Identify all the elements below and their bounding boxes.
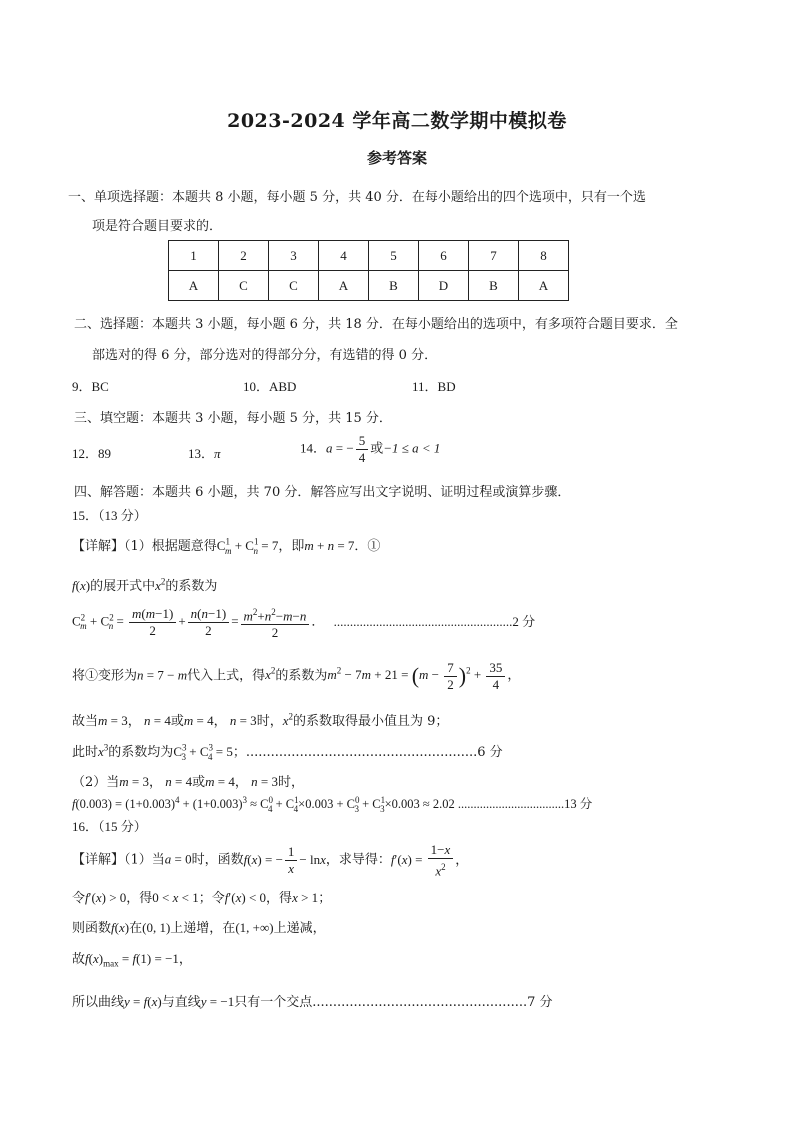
answer-13 (188, 443, 221, 462)
answer-table (168, 240, 569, 301)
table-cell: D (419, 271, 469, 301)
section-2-heading: 二、选择题：本题共 3 小题，每小题 6 分，共 18 分．在每小题给出的选项中，有多项符合题目要求．全 (74, 317, 678, 332)
q15-l4-mid2: 的系数为 (275, 668, 328, 684)
q15-l7-text: （2）当 (72, 775, 120, 790)
answer-14: 14．a = − $\frac{5}{4}$ 或−1 ≤ a < 1 (300, 433, 441, 465)
q16-l5-a: 与直线 (161, 995, 201, 1010)
q16-l1-mid: 时，函数 (191, 852, 244, 868)
answer-11: 11．BD (412, 379, 456, 394)
table-cell: 4 (319, 241, 369, 271)
q15-line-3: $C^2_m + C^2_n$ = $\frac{m(m-1)}{2}$ + $\frac{n(n-1)}{2}$ = $\frac{m^2+n^2-m-n}{2}$ ． .......................................................2 分 (72, 604, 535, 641)
table-cell: 3 (269, 241, 319, 271)
table-cell: 6 (419, 241, 469, 271)
detail-label: 【详解】 (72, 852, 125, 868)
answer-14-range: −1 ≤ a < 1 (383, 440, 441, 456)
q15-l5-text: 故当 (72, 714, 99, 729)
table-cell: C (219, 271, 269, 301)
q15-line-8: $f(0.003) = (1+0.003)^4 + (1+0.003)^3 \approx C^0_4 + C^1_4\times 0.003 + C^0_3 + C^1_3\times 0.003 \approx 2.02$ ..................................13 分 (72, 794, 593, 814)
q15-l1-text: （1）根据题意得 (124, 539, 217, 554)
answer-14-or: 或 (370, 440, 384, 456)
answer-13-value: π (214, 446, 221, 461)
table-cell: B (469, 271, 519, 301)
answer-14-label: 14． (300, 440, 327, 456)
q15-line-6: 此时$x^3$的系数均为$C^3_3 + C^3_4 = 5$；........................................................6 分 (72, 742, 503, 762)
q15-l2-text: 的展开式中 (90, 579, 156, 594)
q15-l5-end: 的系数取得最小值且为 9； (292, 714, 449, 729)
q16-l4-text: 故 (72, 952, 86, 967)
section-1-heading: 一、单项选择题：本题共 8 小题，每小题 5 分，共 40 分．在每小题给出的四个选项中，只有一个选 (68, 190, 646, 205)
q16-l1-text: （1）当 (124, 852, 165, 868)
table-cell: B (369, 271, 419, 301)
q16-l2-c: ，得 (266, 891, 293, 906)
section-3-heading: 三、填空题：本题共 3 小题，每小题 5 分，共 15 分． (74, 411, 392, 426)
q16-line-1: 【详解】（1）当a = 0时，函数f(x) = − $\frac{1}{x}$ − lnx，求导得：f′(x) = $\frac{1-x}{x^2}$ ， (72, 842, 469, 879)
q15-line-1: 【详解】（1）根据题意得$C^1_m + C^1_n = 7$，即m + n = 7．① (72, 536, 381, 556)
answer-9: 9．BC (72, 379, 109, 394)
table-cell: 2 (219, 241, 269, 271)
table-cell: 5 (369, 241, 419, 271)
q15-line-5: 故当m = 3， n = 4或m = 4， n = 3时，$x^2$的系数取得最小值且为 9； (72, 711, 449, 729)
q15-l5-when: 时， (256, 714, 283, 729)
q15-line-4: 将①变形为n = 7 − m代入上式，得$x^2$的系数为$m^2 - 7m + 21 = (m$ − $\frac{7}{2}$ )$^2$ + $\frac{35}{4}$ ， (72, 660, 521, 692)
q16-line-4: 故$f(x)_{max} = f(1) = -1$， (72, 951, 192, 969)
q16-l1-mid2: ，求导得： (325, 852, 391, 868)
answer-12: 12．89 (72, 446, 112, 461)
q16-line-2: 令f′(x) > 0，得0 < x < 1；令f′(x) < 0，得x > 1； (72, 890, 332, 906)
q15-l1-end: ．① (354, 539, 381, 554)
q15-score-13: ..................................13 分 (457, 797, 593, 811)
q15-l4-text: 将①变形为 (72, 668, 138, 684)
q16-l3-a: 在 (129, 921, 143, 936)
q16-line-3: 则函数f(x)在(0, 1)上递增，在(1, +∞)上递减， (72, 920, 326, 936)
q16-l2-b: ；令 (198, 891, 225, 906)
q16-line-5: 所以曲线y = f(x)与直线y = −1只有一个交点....................................................7 分 (72, 994, 553, 1010)
q16-l2-d: ； (318, 891, 332, 906)
q15-l7-or: 或 (192, 775, 206, 790)
q15-l6-mid: 的系数均为 (108, 745, 174, 760)
q16-l5-text: 所以曲线 (72, 995, 125, 1010)
q16-header: 16．（15 分） (72, 819, 147, 834)
q15-l7-end: 时， (277, 775, 304, 790)
q16-l5-b: 只有一个交点 (234, 995, 313, 1010)
section-4-heading: 四、解答题：本题共 6 小题，共 70 分．解答应写出文字说明、证明过程或演算步骤． (74, 485, 571, 500)
section-1-heading-cont: 项是符合题目要求的． (92, 219, 223, 234)
q15-header: 15．（13 分） (72, 508, 147, 523)
q15-line-7: （2）当m = 3， n = 4或m = 4， n = 3时， (72, 774, 304, 790)
section-2-heading-cont: 部选对的得 6 分，部分选对的得部分分，有选错的得 0 分． (92, 348, 438, 363)
answer-10: 10．ABD (243, 379, 297, 394)
table-cell: 8 (519, 241, 569, 271)
q15-l2-end: 的系数为 (165, 579, 218, 594)
q15-l6-text: 此时 (72, 745, 99, 760)
page-title: 2023-2024 学年高二数学期中模拟卷 (227, 110, 567, 132)
q16-l2-a: ，得 (126, 891, 153, 906)
answer-table-number-row (169, 241, 569, 271)
table-cell: A (169, 271, 219, 301)
answer-13-label: 13． (188, 446, 215, 461)
table-cell: C (269, 271, 319, 301)
q16-l3-b: 上递增，在 (170, 921, 236, 936)
q16-score-7: ....................................................7 分 (312, 995, 553, 1010)
q15-l5-or: 或 (170, 714, 184, 729)
answer-table-answer-row (169, 271, 569, 301)
q16-l3-text: 则函数 (72, 921, 112, 936)
q15-score-6: ；........................................................6 分 (232, 745, 503, 760)
q15-l1-mid: ，即 (278, 539, 305, 554)
table-cell: A (519, 271, 569, 301)
table-cell: A (319, 271, 369, 301)
detail-label: 【详解】 (72, 539, 125, 554)
table-cell: 1 (169, 241, 219, 271)
page-subtitle: 参考答案 (366, 149, 427, 167)
q16-l3-c: 上递减， (273, 921, 326, 936)
q15-line-2: f(x)的展开式中$x^2$的系数为 (72, 576, 218, 594)
q15-score-2: .......................................................2 分 (333, 613, 536, 629)
q16-l2-text: 令 (72, 891, 86, 906)
table-cell: 7 (469, 241, 519, 271)
q15-l4-mid: 代入上式，得 (187, 668, 266, 684)
